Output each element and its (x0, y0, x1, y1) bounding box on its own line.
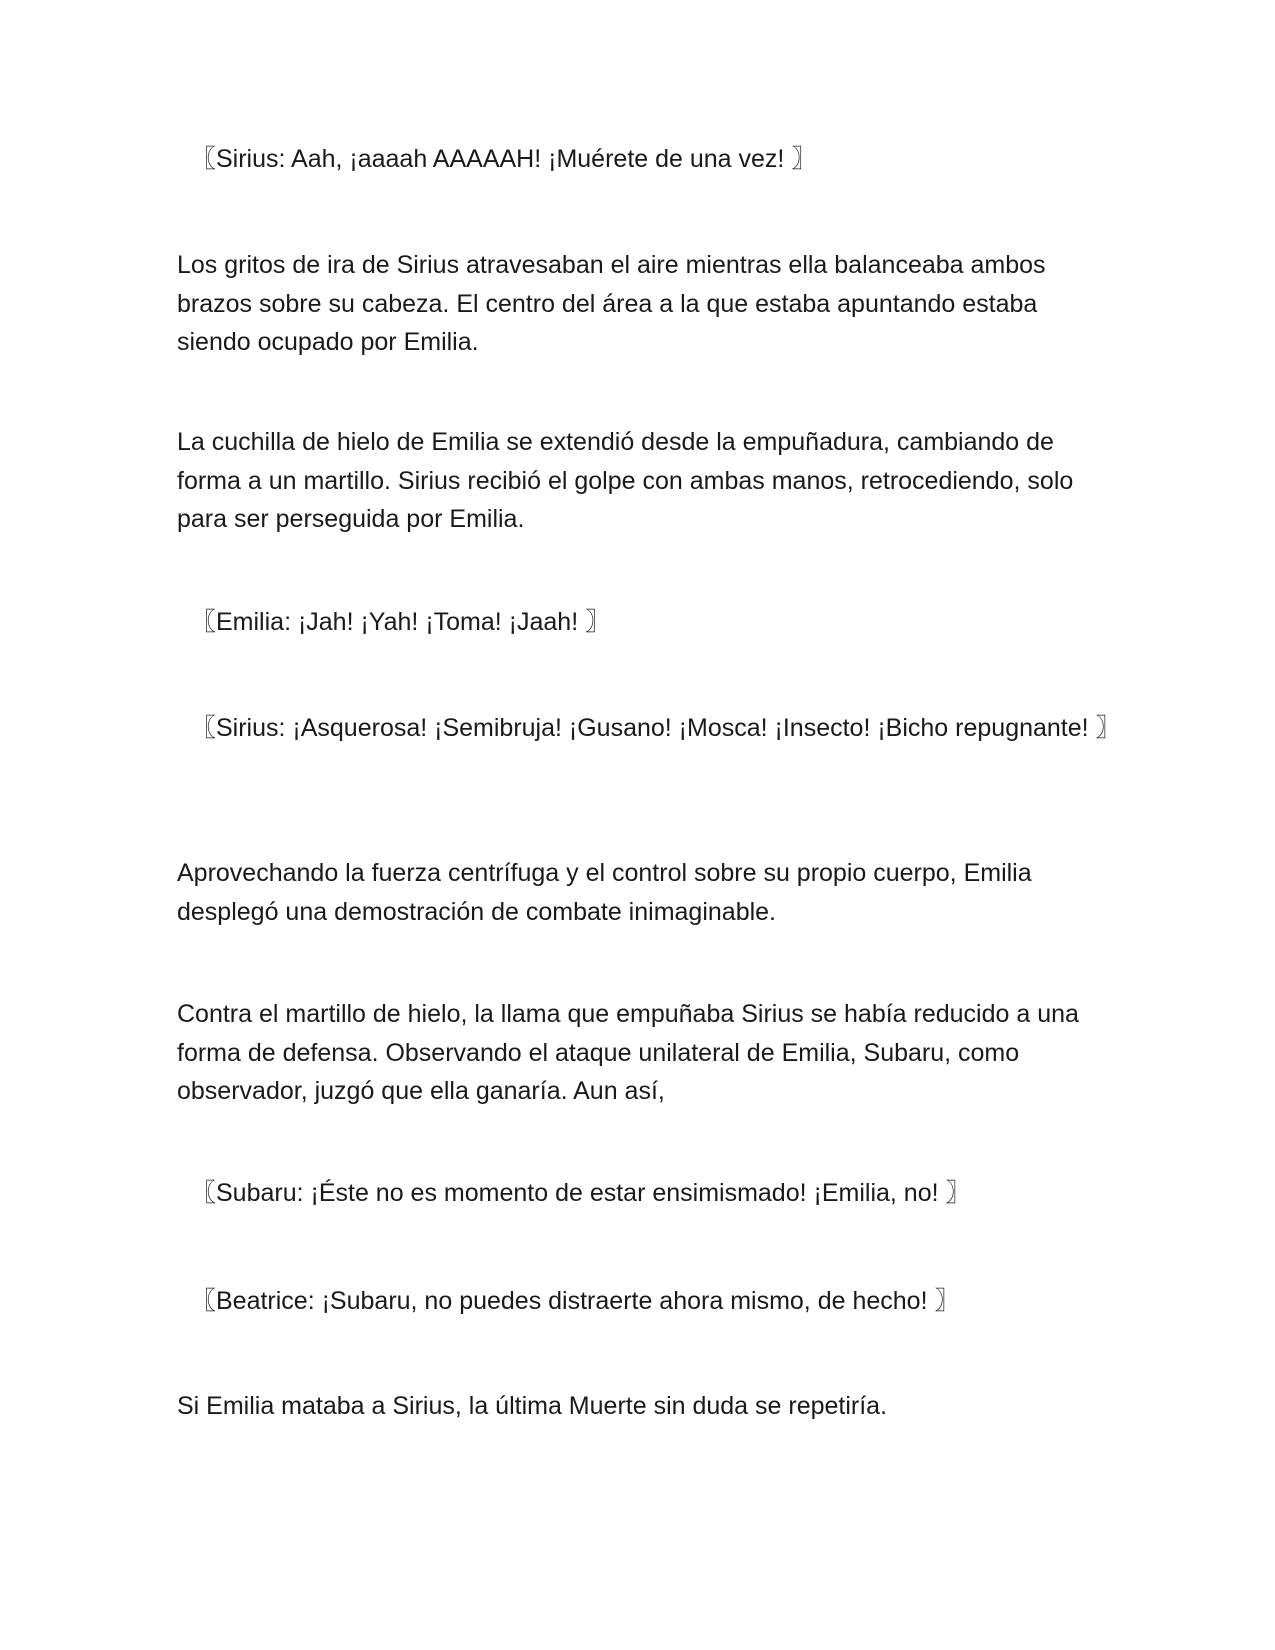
narration-paragraph-3: Aprovechando la fuerza centrífuga y el control sobre su propio cuerpo, Emilia desplegó una demostración de combate inimaginable. (177, 859, 1032, 926)
dialogue-beatrice: 〖Beatrice: ¡Subaru, no puedes distraerte ahora mismo, de hecho! 〗 (191, 1287, 960, 1315)
dialogue-emilia: 〖Emilia: ¡Jah! ¡Yah! ¡Toma! ¡Jaah! 〗 (191, 608, 611, 636)
dialogue-sirius-1: 〖Sirius: Aah, ¡aaaah AAAAAH! ¡Muérete de una vez! 〗 (191, 145, 817, 173)
narration-paragraph-5: Si Emilia mataba a Sirius, la última Muerte sin duda se repetiría. (177, 1392, 888, 1420)
dialogue-subaru: 〖Subaru: ¡Éste no es momento de estar ensimismado! ¡Emilia, no! 〗 (191, 1179, 971, 1207)
narration-paragraph-2: La cuchilla de hielo de Emilia se extendió desde la empuñadura, cambiando de forma a un martillo. Sirius recibió el golpe con ambas manos, retrocediendo, solo para ser perseguida por Emilia. (177, 428, 1074, 533)
narration-paragraph-1: Los gritos de ira de Sirius atravesaban el aire mientras ella balanceaba ambos brazos sobre su cabeza. El centro del área a la que estaba apuntando estaba siendo ocupado por Emilia. (177, 251, 1046, 356)
narration-paragraph-4: Contra el martillo de hielo, la llama que empuñaba Sirius se había reducido a una forma de defensa. Observando el ataque unilateral de Emilia, Subaru, como observador, juzgó que ella ganaría. Aun así, (177, 1000, 1079, 1105)
dialogue-sirius-2: 〖Sirius: ¡Asquerosa! ¡Semibruja! ¡Gusano! ¡Mosca! ¡Insecto! ¡Bicho repugnante! 〗 (191, 714, 1121, 742)
